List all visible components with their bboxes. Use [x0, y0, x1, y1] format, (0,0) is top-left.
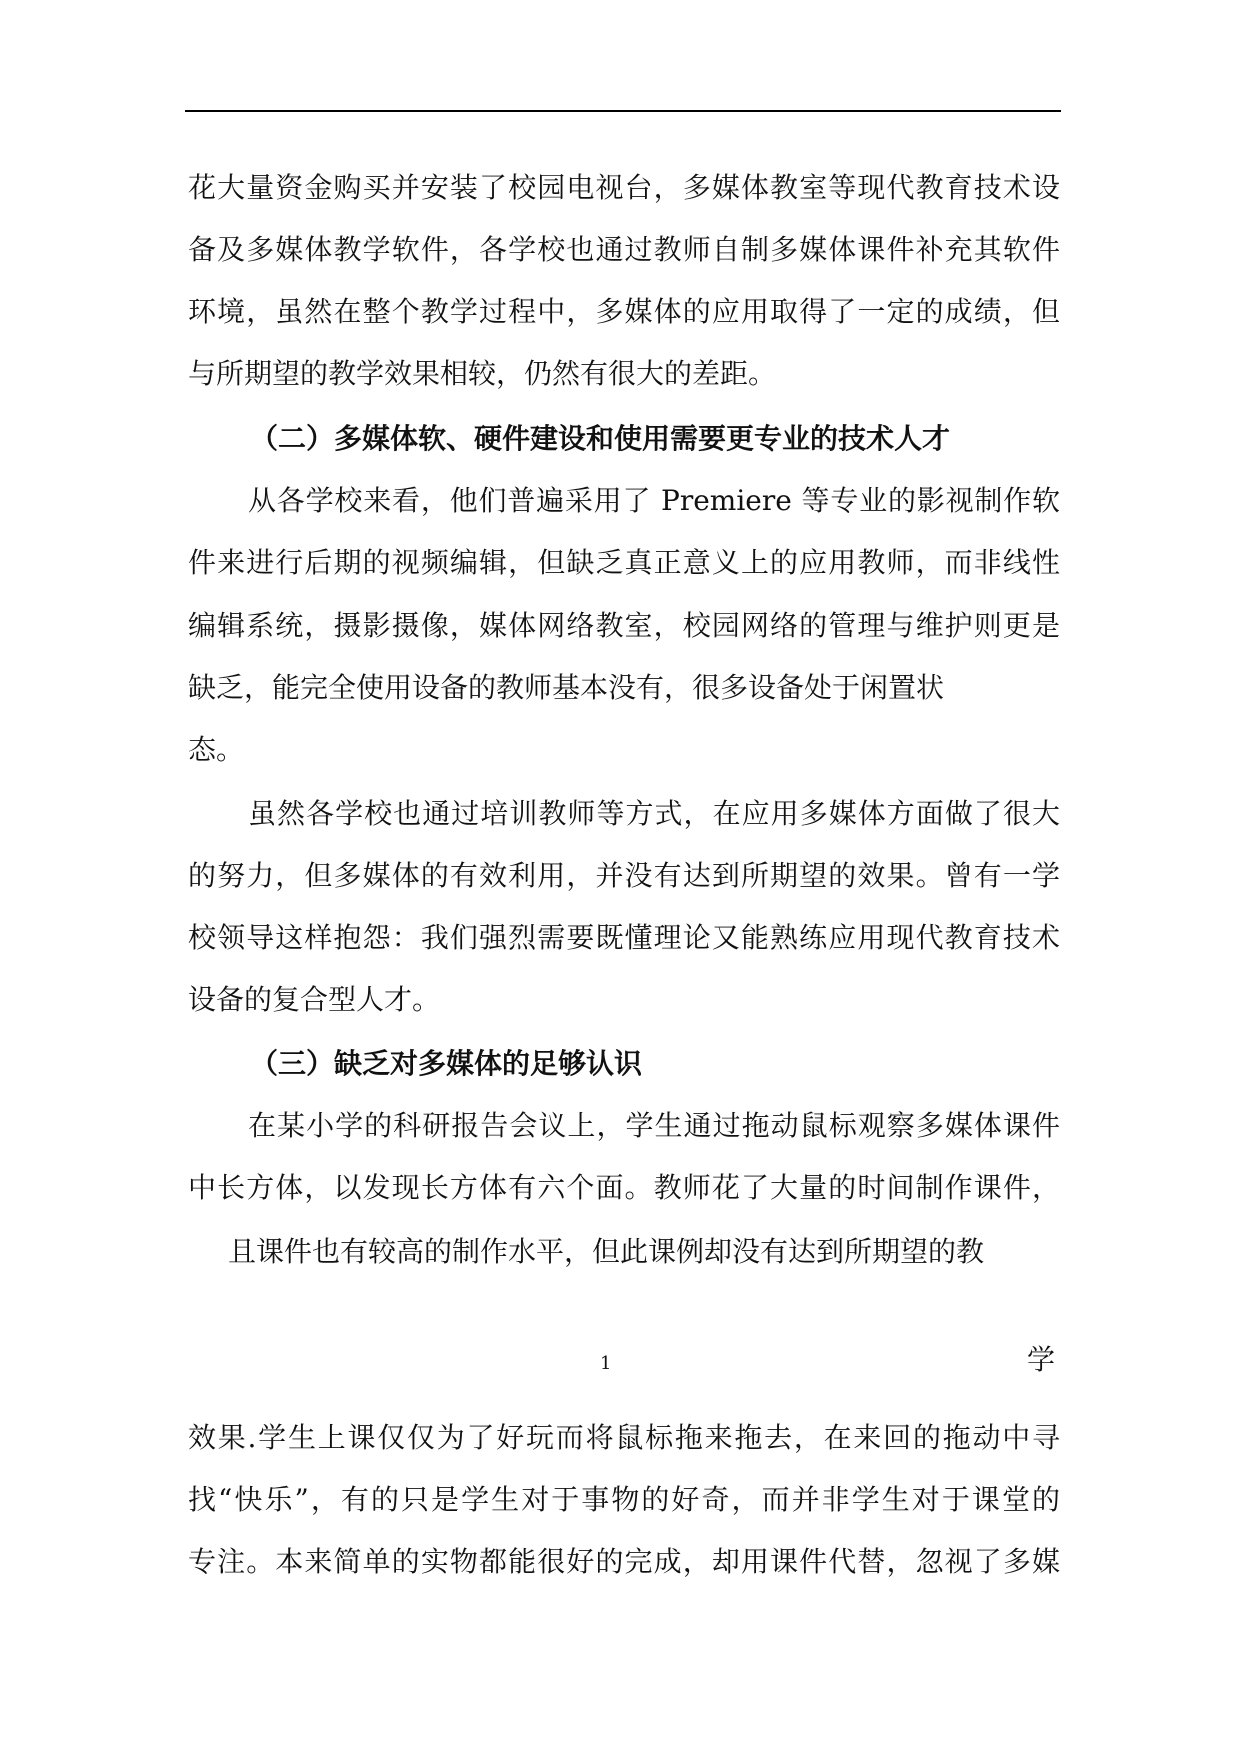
body-text-line: 与所期望的教学效果相较，仍然有很大的差距。: [188, 357, 777, 390]
body-text-line: 在某小学的科研报告会议上，学生通过拖动鼠标观察多媒体课件: [248, 1109, 1060, 1142]
body-text-line: 设备的复合型人才。: [188, 983, 441, 1016]
body-text-line: 备及多媒体教学软件，各学校也通过教师自制多媒体课件补充其软件: [188, 233, 1060, 266]
body-text-line: 缺乏，能完全使用设备的教师基本没有，很多设备处于闲置状: [188, 671, 945, 704]
body-text-line: 效果.学生上课仅仅为了好玩而将鼠标拖来拖去，在来回的拖动中寻: [188, 1421, 1060, 1454]
body-text-line: 的努力，但多媒体的有效利用，并没有达到所期望的效果。曾有一学: [188, 859, 1060, 892]
body-text-line: 找“快乐”，有的只是学生对于事物的好奇，而并非学生对于课堂的: [188, 1483, 1060, 1516]
body-text-line: 中长方体，以发现长方体有六个面。教师花了大量的时间制作课件，: [188, 1171, 1060, 1204]
body-text-line: 专注。本来简单的实物都能很好的完成，却用课件代替，忽视了多媒: [188, 1545, 1060, 1578]
body-text-line: 花大量资金购买并安装了校园电视台，多媒体教室等现代教育技术设: [188, 171, 1060, 204]
section-heading: （二）多媒体软、硬件建设和使用需要更专业的技术人才: [250, 422, 951, 455]
body-text-line: 从各学校来看，他们普遍采用了 Premiere 等专业的影视制作软: [248, 484, 1060, 517]
header-rule: [185, 110, 1061, 112]
body-text-line: 件来进行后期的视频编辑，但缺乏真正意义上的应用教师，而非线性: [188, 546, 1060, 579]
body-text-line: 态。: [188, 733, 245, 766]
body-text-fragment: 学: [1027, 1343, 1056, 1376]
body-text-line: 环境，虽然在整个教学过程中，多媒体的应用取得了一定的成绩，但: [188, 295, 1060, 328]
section-heading: （三）缺乏对多媒体的足够认识: [250, 1047, 643, 1080]
body-text-line: 虽然各学校也通过培训教师等方式，在应用多媒体方面做了很大: [248, 797, 1060, 830]
body-text-line: 编辑系统，摄影摄像，媒体网络教室，校园网络的管理与维护则更是: [188, 609, 1060, 642]
page-number: 1: [600, 1353, 612, 1374]
body-text-line: 且课件也有较高的制作水平，但此课例却没有达到所期望的教: [228, 1235, 985, 1268]
body-text-line: 校领导这样抱怨：我们强烈需要既懂理论又能熟练应用现代教育技术: [188, 921, 1060, 954]
